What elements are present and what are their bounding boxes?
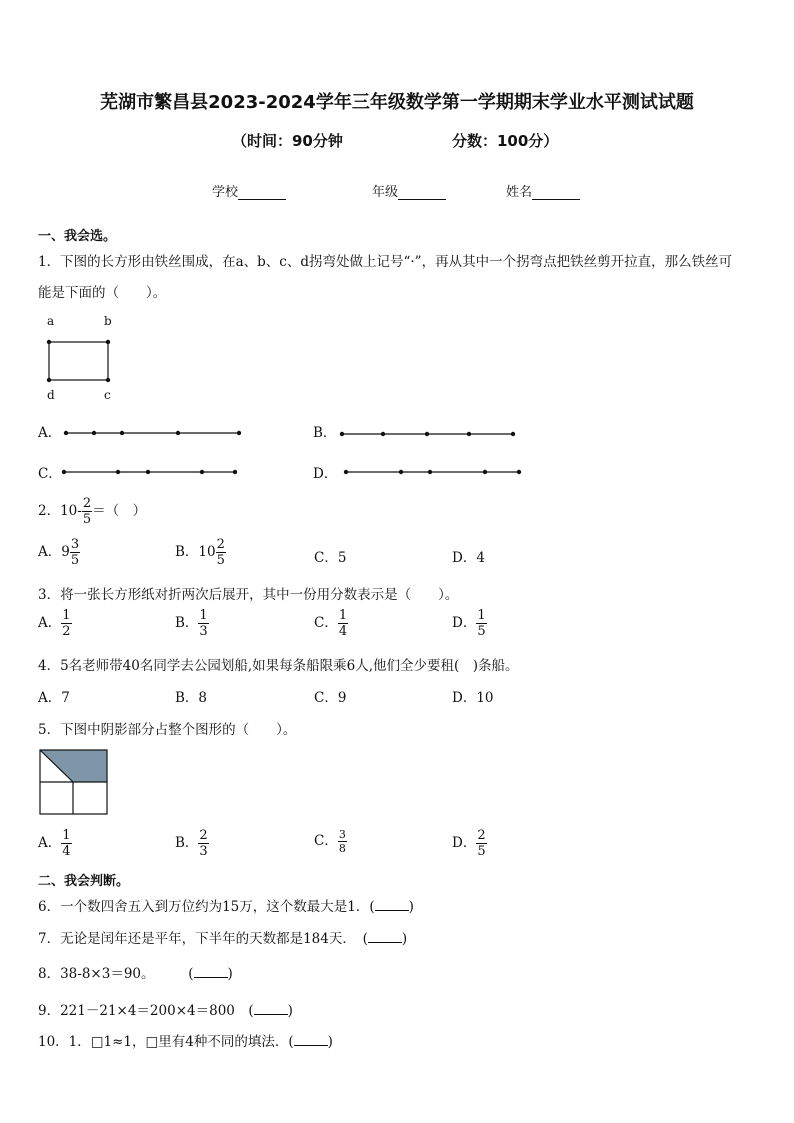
q6-stem: 6．一个数四舍五入到万位约为15万，这个数最大是1．( [38, 899, 375, 915]
section1-title: 一、我会选。 [38, 229, 117, 244]
q3-option-d[interactable] [452, 608, 487, 639]
q2-option-b-label: B．10 [175, 544, 216, 560]
q5-a-den: 4 [62, 844, 71, 859]
q2-option-a[interactable] [38, 537, 80, 568]
q5-d-den: 5 [477, 844, 486, 859]
q3-option-d-label: D． [452, 615, 477, 631]
q9 [38, 999, 293, 1019]
q2-frac-den: 5 [82, 512, 92, 527]
q3-b-num: 1 [199, 608, 208, 623]
q5-option-c[interactable] [314, 828, 347, 855]
q5-option-a[interactable] [38, 828, 72, 859]
q5-option-b-label: B． [175, 835, 199, 851]
q6-end: ) [408, 899, 414, 915]
q2-option-a-label: A．9 [38, 544, 70, 560]
q5-option-c-frac [338, 828, 347, 855]
q5-option-d-label: D． [452, 835, 477, 851]
q8-stem: 8．38-8×3＝90。 ( [38, 966, 194, 982]
grade-field[interactable] [372, 181, 446, 200]
grade-blank[interactable] [398, 186, 446, 200]
q4-option-d[interactable]: D．10 [452, 690, 494, 706]
q10-stem: 10．1．□1≈1，□里有4种不同的填法．( [38, 1034, 294, 1050]
q2-b-num: 2 [216, 537, 225, 552]
q5-option-a-label: A． [38, 835, 62, 851]
section2-title: 二、我会判断。 [38, 874, 130, 889]
q5-c-num: 3 [338, 828, 346, 841]
school-blank[interactable] [238, 186, 286, 200]
q3-option-b-frac [198, 608, 208, 639]
q1-option-d[interactable]: D． [313, 466, 338, 482]
q2-a-den: 5 [70, 553, 80, 568]
q3-option-c[interactable] [314, 608, 348, 639]
q1-option-c[interactable]: C． [38, 466, 62, 482]
q3-d-num: 1 [477, 608, 486, 623]
q3-option-a-label: A． [38, 615, 62, 631]
school-field[interactable] [212, 181, 286, 200]
q3-stem: 3．将一张长方形纸对折两次后展开，其中一份用分数表示是（ ）。 [38, 587, 459, 603]
page-title: 芜湖市繁昌县2023-2024学年三年级数学第一学期期末学业水平测试试题 [100, 92, 694, 113]
q3-a-num: 1 [62, 608, 71, 623]
q5-b-num: 2 [199, 828, 208, 843]
q2-option-b[interactable] [175, 537, 226, 568]
q7 [38, 927, 407, 947]
q9-answer-blank[interactable] [254, 1002, 288, 1015]
q5-option-b-frac [198, 828, 208, 859]
q3-d-den: 5 [477, 624, 486, 639]
q10-answer-blank[interactable] [294, 1033, 328, 1046]
q5-option-c-label: C． [314, 833, 338, 849]
q2-option-d[interactable]: D．4 [452, 550, 485, 566]
q7-answer-blank[interactable] [368, 930, 402, 943]
q6 [38, 895, 414, 915]
q2-stem-prefix: 2．10- [38, 503, 82, 519]
q1-stem-line2: 能是下面的（ ）。 [38, 285, 167, 301]
q3-option-b[interactable] [175, 608, 209, 639]
q5-stem: 5．下图中阴影部分占整个图形的（ ）。 [38, 722, 297, 738]
q10-end: ) [327, 1034, 333, 1050]
q2-a-num: 3 [70, 537, 80, 552]
q5-b-den: 3 [199, 844, 208, 859]
corner-label-c: c [104, 388, 111, 402]
q7-end: ) [401, 931, 408, 947]
q2-stem [38, 496, 146, 527]
corner-label-d: d [47, 388, 55, 402]
q2-option-a-frac [70, 537, 80, 568]
q4-stem: 4．5名老师带40名同学去公园划船,如果每条船限乘6人,他们全少要租( )条船。 [38, 658, 519, 674]
q1-option-b[interactable]: B． [313, 425, 337, 441]
q5-a-num: 1 [62, 828, 71, 843]
exam-time: （时间：90分钟 [232, 132, 343, 150]
school-label: 学校 [212, 185, 239, 200]
q2-frac-num: 2 [82, 496, 92, 511]
q5-option-d-frac [476, 828, 486, 859]
q3-c-num: 1 [338, 608, 348, 623]
q5-d-num: 2 [477, 828, 486, 843]
corner-label-b: b [104, 314, 112, 328]
q10 [38, 1030, 333, 1050]
q3-b-den: 3 [199, 624, 208, 639]
q3-a-den: 2 [62, 624, 71, 639]
q5-option-d[interactable] [452, 828, 487, 859]
q5-option-b[interactable] [175, 828, 209, 859]
q3-option-a-frac [61, 608, 71, 639]
q8 [38, 962, 233, 982]
q2-option-b-frac [216, 537, 226, 568]
q5-option-a-frac [61, 828, 71, 859]
q3-option-d-frac [476, 608, 486, 639]
q5-c-den: 8 [338, 842, 346, 855]
q8-answer-blank[interactable] [194, 965, 228, 978]
q4-option-a[interactable]: A．7 [38, 690, 70, 706]
q9-end: ) [287, 1003, 293, 1019]
q3-option-c-label: C． [314, 615, 338, 631]
grade-label: 年级 [372, 185, 399, 200]
q7-stem: 7．无论是闰年还是平年，下半年的天数都是184天． ( [38, 931, 368, 947]
q8-end: ) [227, 966, 233, 982]
q5-shaded-figure [0, 0, 1, 1]
exam-score: 分数：100分） [452, 132, 559, 150]
q9-stem: 9．221－21×4＝200×4＝800 ( [38, 1003, 254, 1019]
q3-c-den: 4 [338, 624, 348, 639]
q2-fraction [82, 496, 92, 527]
q2-option-c[interactable]: C．5 [314, 550, 347, 566]
q2-stem-suffix: ＝（ ） [92, 503, 147, 519]
q3-option-b-label: B． [175, 615, 199, 631]
q1-option-a[interactable]: A． [38, 425, 62, 441]
q1-stem-line1: 1．下图的长方形由铁丝围成，在a、b、c、d拐弯处做上记号“·”，再从其中一个拐弯点把铁丝剪开拉直，那么铁丝可 [38, 254, 733, 270]
name-blank[interactable] [532, 186, 580, 200]
q4-option-b[interactable]: B．8 [175, 690, 208, 706]
name-label: 姓名 [506, 185, 533, 200]
name-field[interactable] [506, 181, 580, 200]
corner-label-a: a [47, 314, 55, 328]
q6-answer-blank[interactable] [375, 898, 409, 911]
q3-option-c-frac [338, 608, 348, 639]
q2-b-den: 5 [216, 553, 225, 568]
q3-option-a[interactable] [38, 608, 72, 639]
q4-option-c[interactable]: C．9 [314, 690, 347, 706]
